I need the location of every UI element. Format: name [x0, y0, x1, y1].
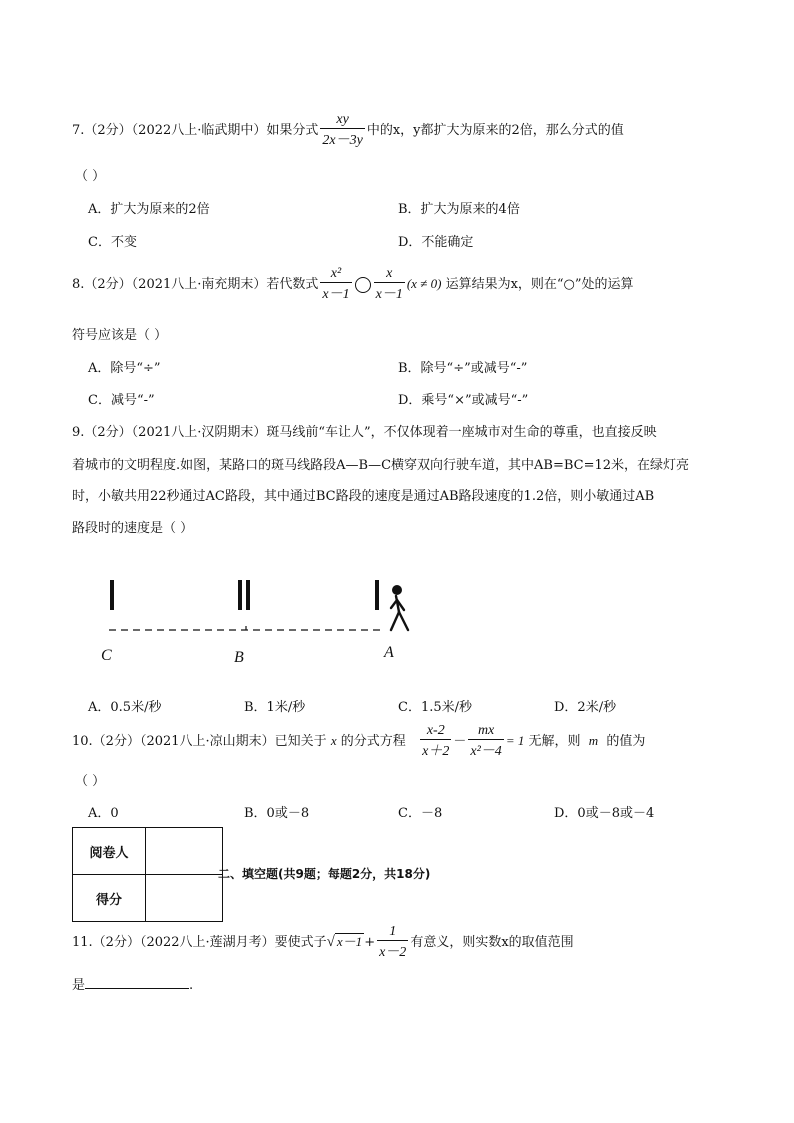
q11-sqrt-body: x－1	[336, 934, 363, 949]
q10-option-a[interactable]: A．0	[88, 806, 119, 821]
q8-option-b[interactable]: B．除号“÷”或减号“-”	[398, 361, 528, 376]
q8-condition: (x ≠ 0)	[406, 276, 442, 291]
q10-var-m: m	[588, 733, 599, 748]
q9-line2: 着城市的文明程度.如图，某路口的斑马线路段A—B—C横穿双向行驶车道，其中AB=BC=12米，在绿灯亮	[72, 458, 690, 473]
q11-prefix: 11.（2分）（2022八上·莲湖月考）要使式子	[72, 935, 327, 950]
q10-frac1-num: x-2	[426, 723, 445, 738]
section-title-fill-in: 二、填空题(共9题；每题2分，共18分)	[218, 867, 431, 881]
q9-line3: 时，小敏共用22秒通过AC路段，其中通过BC路段的速度是通过AB路段速度的1.2倍，则小敏通过AB	[72, 489, 655, 504]
q8-option-c[interactable]: C．减号“-”	[88, 393, 155, 408]
q11-frac-num: 1	[389, 924, 397, 939]
q10-fraction-1	[420, 723, 451, 760]
reviewer-cell[interactable]	[146, 828, 223, 875]
q9-option-a[interactable]: A．0.5米/秒	[88, 700, 162, 715]
q9-option-b[interactable]: B．1米/秒	[244, 700, 306, 715]
q7-option-c[interactable]: C．不变	[88, 235, 137, 250]
q11-plus: +	[364, 935, 376, 950]
q7-fraction	[320, 112, 364, 149]
q8-option-d[interactable]: D．乘号“×”或减号“-”	[398, 393, 529, 408]
q11-line2-end: .	[189, 978, 194, 993]
q8-option-a[interactable]: A．除号“÷”	[88, 361, 161, 376]
answer-blank[interactable]	[85, 974, 189, 989]
q10-option-d[interactable]: D．0或－8或－4	[554, 806, 655, 821]
score-table	[72, 827, 223, 922]
q7-option-a[interactable]: A．扩大为原来的2倍	[88, 202, 210, 217]
q9-line4: 路段时的速度是（ ）	[72, 521, 194, 536]
q8-prefix: 8.（2分）（2021八上·南充期末）若代数式	[72, 277, 319, 292]
q10-frac1-den: x＋2	[420, 739, 451, 760]
q7-paren: （ ）	[75, 169, 106, 184]
q11-line2-prefix: 是	[72, 978, 86, 993]
q7-prefix: 7.（2分）（2022八上·临武期中）如果分式	[72, 123, 319, 138]
q10-option-c[interactable]: C．－8	[398, 806, 443, 821]
zebra-stripe-b2	[246, 580, 250, 610]
zebra-stripe-b1	[238, 580, 242, 610]
q10-paren: （ ）	[75, 774, 106, 789]
q7-option-d[interactable]: D．不能确定	[398, 235, 474, 250]
q8-frac1-den: x－1	[320, 282, 351, 303]
q11-stem	[72, 924, 574, 961]
q10-suffix: 无解，则	[528, 734, 581, 749]
q7-option-b[interactable]: B．扩大为原来的4倍	[398, 202, 520, 217]
q8-frac2-num: x	[386, 266, 393, 281]
q10-stem	[72, 723, 645, 760]
q10-minus: －	[453, 734, 467, 749]
pedestrian-icon	[391, 585, 408, 630]
q10-option-b[interactable]: B．0或－8	[244, 806, 310, 821]
label-a: A	[384, 644, 394, 661]
sqrt-icon: √	[326, 934, 335, 950]
q10-frac2-den: x²－4	[468, 739, 503, 760]
q11-line2	[72, 974, 193, 993]
q9-line1: 9.（2分）（2021八上·汉阴期末）斑马线前“车让人”，不仅体现着一座城市对生命的尊重，也直接反映	[72, 425, 657, 440]
q8-frac2-den: x－1	[374, 282, 405, 303]
q8-stem	[72, 266, 634, 303]
q10-equals: = 1	[505, 733, 525, 748]
q10-prefix: 10.（2分）（2021八上·凉山期末）已知关于	[72, 734, 327, 749]
q11-suffix: 有意义，则实数x的取值范围	[410, 935, 574, 950]
q8-fraction-1	[320, 266, 351, 303]
q7-frac-num: xy	[336, 112, 349, 127]
score-cell[interactable]	[146, 875, 223, 922]
circle-operator-icon	[355, 277, 371, 293]
q9-option-c[interactable]: C．1.5米/秒	[398, 700, 473, 715]
q7-frac-den: 2x－3y	[320, 128, 364, 149]
q11-frac-den: x－2	[377, 940, 408, 961]
q9-option-d[interactable]: D．2米/秒	[554, 700, 617, 715]
q11-fraction	[377, 924, 408, 961]
zebra-stripe-a	[375, 580, 379, 610]
q8-frac1-num: x²	[330, 266, 342, 281]
score-label: 得分	[73, 875, 146, 922]
q8-fraction-2	[374, 266, 405, 303]
q10-fraction-2	[468, 723, 503, 760]
q7-stem	[72, 112, 624, 149]
q10-var-x: x	[330, 733, 337, 748]
label-b: B	[234, 649, 244, 666]
crosswalk-figure	[95, 570, 425, 670]
q10-frac2-num: mx	[477, 723, 495, 738]
q8-line2: 符号应该是（ ）	[72, 328, 168, 343]
q7-suffix: 中的x，y都扩大为原来的2倍，那么分式的值	[366, 123, 624, 138]
label-c: C	[101, 647, 112, 664]
reviewer-label: 阅卷人	[73, 828, 146, 875]
q10-end: 的值为	[606, 734, 646, 749]
zebra-stripe-c	[110, 580, 114, 610]
q8-suffix: 运算结果为x，则在“○”处的运算	[445, 277, 634, 292]
q10-mid: 的分式方程	[340, 734, 406, 749]
